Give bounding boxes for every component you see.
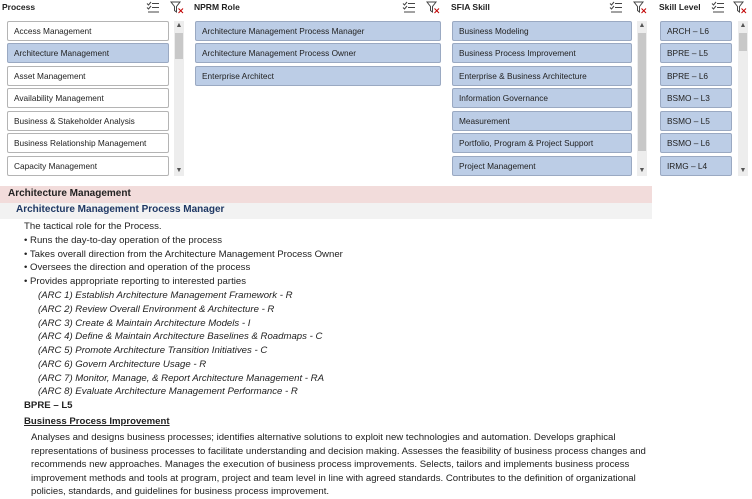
scroll-thumb[interactable] [739,33,747,51]
clear-filter-icon[interactable] [170,1,184,14]
skill-name: Business Process Improvement [24,416,170,427]
skill-item-business-modeling[interactable]: Business Modeling [452,21,632,41]
nprm-role-slicer-title: NPRM Role [194,2,240,12]
nprm-role-slicer-header [192,0,446,16]
scroll-thumb[interactable] [175,33,183,59]
multi-select-icon[interactable] [711,1,725,14]
skill-description: Analyses and designs business processes; identifies alternative solutions to exploit new technologies and automation. Develops graphical representations of business processes to facilitate understanding and decision making. Assesses the feasibility of business process changes and recommends new approaches. Manages the execution of business process improvements. Selects, tailors and implements business process improvement methods and tools at program, project and team level in line with agreed standards. Contributes to the definition of organizational policies, standards, and guidelines for business process improvement. [31,432,646,498]
skill-item-enterprise-business-architecture[interactable]: Enterprise & Business Architecture [452,66,632,86]
skill-level-slicer-title: Skill Level [659,2,701,12]
process-heading-row [0,186,652,203]
skill-level-slicer-header [657,0,752,16]
process-heading: Architecture Management [8,188,131,199]
process-item-asset-management[interactable]: Asset Management [7,66,169,86]
role-item-process-manager[interactable]: Architecture Management Process Manager [195,21,441,41]
skill-item-portfolio-program-project-support[interactable]: Portfolio, Program & Project Support [452,133,632,153]
scroll-up-icon[interactable]: ▲ [175,22,183,29]
skill-level-label: BPRE – L5 [24,400,73,411]
multi-select-icon[interactable] [146,1,160,14]
role-item-enterprise-architect[interactable]: Enterprise Architect [195,66,441,86]
role-bullet: • Takes overall direction from the Architecture Management Process Owner [24,249,343,260]
process-item-availability-management[interactable]: Availability Management [7,88,169,108]
level-item-bsmo-l5[interactable]: BSMO – L5 [660,111,732,131]
process-item-business-stakeholder-analysis[interactable]: Business & Stakeholder Analysis [7,111,169,131]
process-slicer-title: Process [2,2,36,12]
activity-line: (ARC 4) Define & Maintain Architecture Baselines & Roadmaps - C [38,331,323,342]
process-slicer [0,0,188,180]
scroll-up-icon[interactable]: ▲ [638,22,646,29]
clear-filter-icon[interactable] [733,1,747,14]
role-bullet: • Oversees the direction and operation of the process [24,262,251,273]
sfia-skill-slicer [449,0,652,180]
skill-item-information-governance[interactable]: Information Governance [452,88,632,108]
role-heading-row [0,203,652,219]
clear-filter-icon[interactable] [426,1,440,14]
role-heading: Architecture Management Process Manager [16,204,225,215]
activity-line: (ARC 1) Establish Architecture Management Framework - R [38,290,293,301]
role-item-process-owner[interactable]: Architecture Management Process Owner [195,43,441,63]
activity-line: (ARC 7) Monitor, Manage, & Report Architecture Management - RA [38,373,324,384]
skill-item-measurement[interactable]: Measurement [452,111,632,131]
sfia-skill-slicer-header [449,0,652,16]
role-bullet: • Runs the day-to-day operation of the process [24,235,223,246]
scroll-down-icon[interactable]: ▼ [739,167,747,174]
skill-item-project-management[interactable]: Project Management [452,156,632,176]
sfia-skill-scrollbar[interactable] [637,21,647,176]
process-item-capacity-management[interactable]: Capacity Management [7,156,169,176]
scroll-thumb[interactable] [638,33,646,151]
clear-filter-icon[interactable] [633,1,647,14]
activity-line: (ARC 8) Evaluate Architecture Management Performance - R [38,386,298,397]
skill-item-business-process-improvement[interactable]: Business Process Improvement [452,43,632,63]
process-item-architecture-management[interactable]: Architecture Management [7,43,169,63]
process-item-business-relationship-management[interactable]: Business Relationship Management [7,133,169,153]
multi-select-icon[interactable] [609,1,623,14]
activity-line: (ARC 2) Review Overall Environment & Architecture - R [38,304,275,315]
role-bullet: • Provides appropriate reporting to interested parties [24,276,247,287]
level-item-irmg-l4[interactable]: IRMG – L4 [660,156,732,176]
skill-level-scrollbar[interactable] [738,21,748,176]
nprm-role-slicer [192,0,446,180]
level-item-bpre-l6[interactable]: BPRE – L6 [660,66,732,86]
level-item-bsmo-l3[interactable]: BSMO – L3 [660,88,732,108]
activity-line: (ARC 3) Create & Maintain Architecture Models - I [38,318,251,329]
skill-level-slicer [657,0,752,180]
level-item-arch-l6[interactable]: ARCH – L6 [660,21,732,41]
sfia-skill-slicer-title: SFIA Skill [451,2,490,12]
scroll-down-icon[interactable]: ▼ [175,167,183,174]
multi-select-icon[interactable] [402,1,416,14]
level-item-bpre-l5[interactable]: BPRE – L5 [660,43,732,63]
process-item-access-management[interactable]: Access Management [7,21,169,41]
scroll-up-icon[interactable]: ▲ [739,22,747,29]
role-intro: The tactical role for the Process. [24,221,162,232]
process-scrollbar[interactable] [174,21,184,176]
activity-line: (ARC 5) Promote Architecture Transition Initiatives - C [38,345,268,356]
process-slicer-header [0,0,188,16]
scroll-down-icon[interactable]: ▼ [638,167,646,174]
activity-line: (ARC 6) Govern Architecture Usage - R [38,359,207,370]
level-item-bsmo-l6[interactable]: BSMO – L6 [660,133,732,153]
